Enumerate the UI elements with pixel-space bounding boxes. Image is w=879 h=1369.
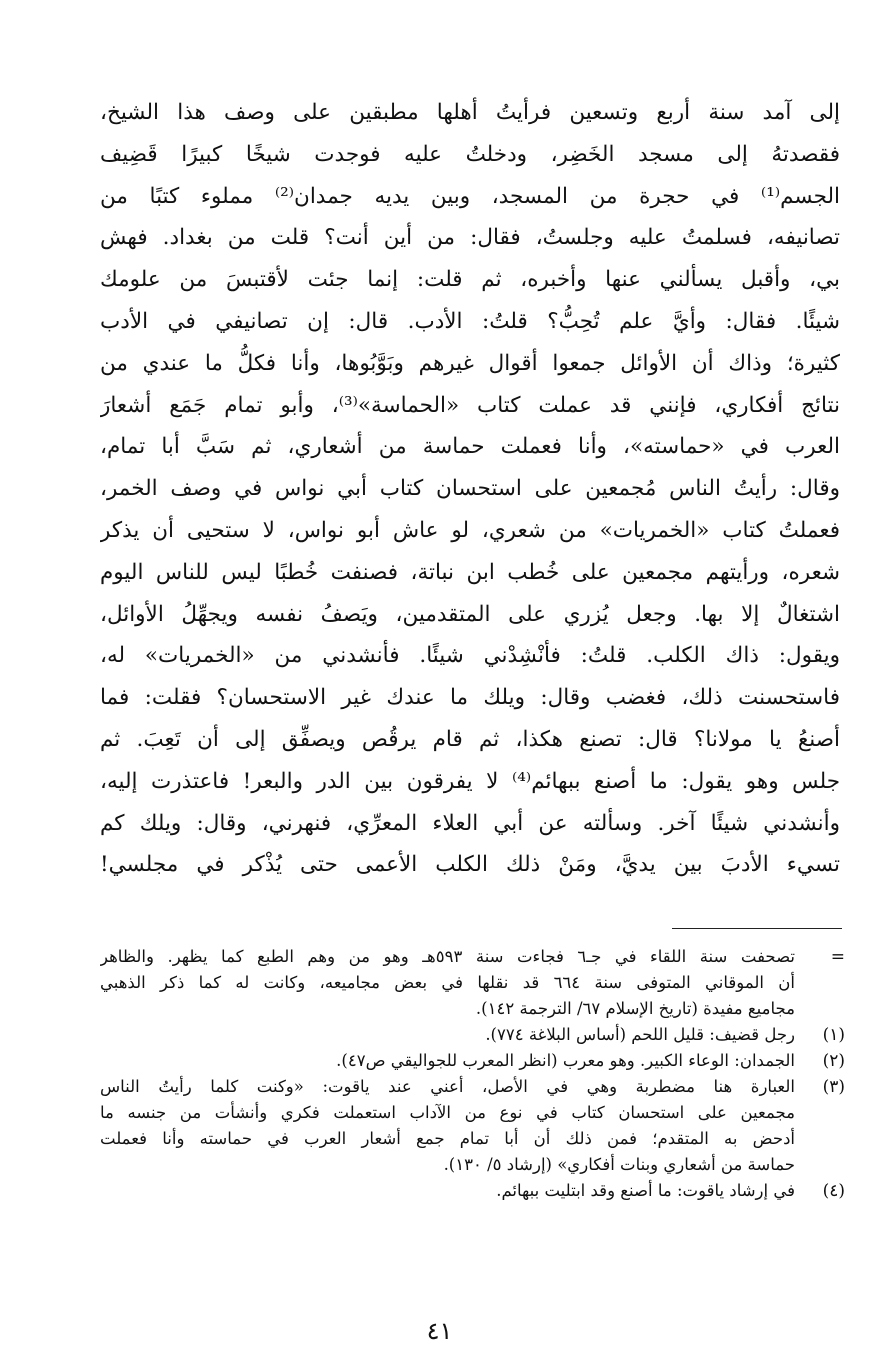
text-line: الجسم⁽¹⁾ في حجرة من المسجد، وبين يديه جمدان⁽²⁾ مملوء كتبًا من xyxy=(100,183,840,209)
text-line: أصنعُ يا مولانا؟ قال: تصنع هكذا، ثم قام يرقُص ويصفِّق إلى أن تَعِبَ. ثم xyxy=(100,726,840,752)
text-line: ويقول: ذاك الكلب. قلتُ: فأنْشِدْني شيئًا. فأنشدني من «الخمريات» له، xyxy=(100,643,840,669)
footnote-divider xyxy=(672,928,842,929)
footnote-marker: (٢) xyxy=(822,1051,845,1071)
text-line: العرب في «حماسته»، وأنا فعملت حماسة من أشعاري، ثم سَبَّ أبا تمام، xyxy=(100,434,840,460)
footnote-marker: (٣) xyxy=(822,1077,845,1097)
text-line: وقال: رأيتُ الناس مُجمعين على استحسان كتاب أبي نواس في وصف الخمر، xyxy=(100,476,840,502)
page-number: ٤١ xyxy=(426,1317,453,1345)
footnote-line: رجل قضيف: قليل اللحم (أساس البلاغة ٧٧٤). xyxy=(485,1025,795,1044)
main-text-block xyxy=(100,92,840,886)
footnote-2 xyxy=(100,1048,845,1074)
text-line: إلى آمد سنة أربع وتسعين فرأيتُ أهلها مطبقين على وصف هذا الشيخ، xyxy=(100,100,840,125)
text-line: فقصدتهُ إلى مسجد الخَضِر، ودخلتُ عليه فوجدت شيخًا كبيرًا قَضِيف xyxy=(100,141,840,167)
footnote-line: أن الموقاني المتوفى سنة ٦٦٤ قد نقلها في بعض مجاميعه، وكانت له كما ذكر الذهبي xyxy=(100,973,795,992)
text-line: وأنشدني شيئًا آخر. وسألته عن أبي العلاء المعرِّي، فنهرني، وقال: ويلك كم xyxy=(100,810,840,836)
footnote-line: مجمعين على استحسان كتاب في نوع من الآداب استعملت فكري وأنشأت من جنسه ما xyxy=(100,1103,795,1122)
text-line: بي، وأقبل يسألني عنها وأخبره، ثم قلت: إنما جئت لأقتبسَ من علومك xyxy=(100,267,840,293)
footnote-1 xyxy=(100,1022,845,1048)
text-line: فاستحسنت ذلك، فغضب وقال: ويلك ما عندك غير الاستحسان؟ فقلت: فما xyxy=(100,685,840,711)
footnote-line: تصحفت سنة اللقاء في جـ٦ فجاءت سنة ٥٩٣هـ وهو من وهم الطبع كما يظهر. والظاهر xyxy=(100,947,795,966)
text-line: اشتغالٌ إلا بها. وجعل يُزري على المتقدمين، ويَصفُ نفسه ويجهِّلُ الأوائل، xyxy=(100,601,840,627)
footnote-marker: (١) xyxy=(822,1025,845,1045)
footnote-line: الجمدان: الوعاء الكبير. وهو معرب (انظر المعرب للجواليقي ص٤٧). xyxy=(336,1051,795,1070)
footnote-line: أدحض به المتقدم؛ فمن ذلك أن أبا تمام جمع أشعار العرب في حماسته وأنا فعملت xyxy=(100,1129,795,1148)
footnote-4 xyxy=(100,1178,845,1204)
text-line: تصانيفه، فسلمتُ عليه وجلستُ، فقال: من أين أنت؟ قلت من بغداد. فهش xyxy=(100,225,840,251)
footnote-line: العبارة هنا مضطربة وهي في الأصل، أعني عند ياقوت: «وكنت كلما رأيتُ الناس xyxy=(100,1077,795,1096)
footnote-line: في إرشاد ياقوت: ما أصنع وقد ابتليت ببهائم. xyxy=(496,1181,795,1200)
text-line: نتائج أفكاري، فإنني قد عملت كتاب «الحماسة»⁽³⁾، وأبو تمام جَمَع أشعارَ xyxy=(100,392,840,418)
text-line: كثيرة؛ وذاك أن الأوائل جمعوا أقوال غيرهم وبَوَّبُوها، وأنا فكلُّ ما عندي من xyxy=(100,350,840,376)
footnote-continued xyxy=(100,944,845,1022)
footnote-line: حماسة من أشعاري وبنات أفكاري» (إرشاد ٥/ ١٣٠). xyxy=(443,1155,795,1174)
text-line: تسيء الأدبَ بين يديَّ، ومَنْ ذلك الكلب الأعمى حتى يُذْكر في مجلسي! xyxy=(100,852,840,878)
text-line: شعره، ورأيتهم مجمعين على خُطب ابن نباتة، فصنفت خُطبًا ليس للناس اليوم xyxy=(100,559,840,585)
footnote-line: مجاميع مفيدة (تاريخ الإسلام ٦٧/ الترجمة ١٤٢). xyxy=(475,999,795,1018)
text-line: شيئًا. فقال: وأيَّ علم تُحِبُّ؟ قلتُ: الأدب. قال: إن تصانيفي في الأدب xyxy=(100,308,840,334)
footnote-3 xyxy=(100,1074,845,1178)
footnote-marker: (٤) xyxy=(822,1181,845,1201)
text-line: فعملتُ كتاب «الخمريات» من شعري، لو عاش أبو نواس، لا ستحيى أن يذكر xyxy=(100,517,840,543)
footnotes-block xyxy=(100,944,845,1204)
text-line: جلس وهو يقول: ما أصنع ببهائم⁽⁴⁾ لا يفرقون بين الدر والبعر! فاعتذرت إليه، xyxy=(100,768,840,794)
footnote-marker: = xyxy=(830,947,845,967)
